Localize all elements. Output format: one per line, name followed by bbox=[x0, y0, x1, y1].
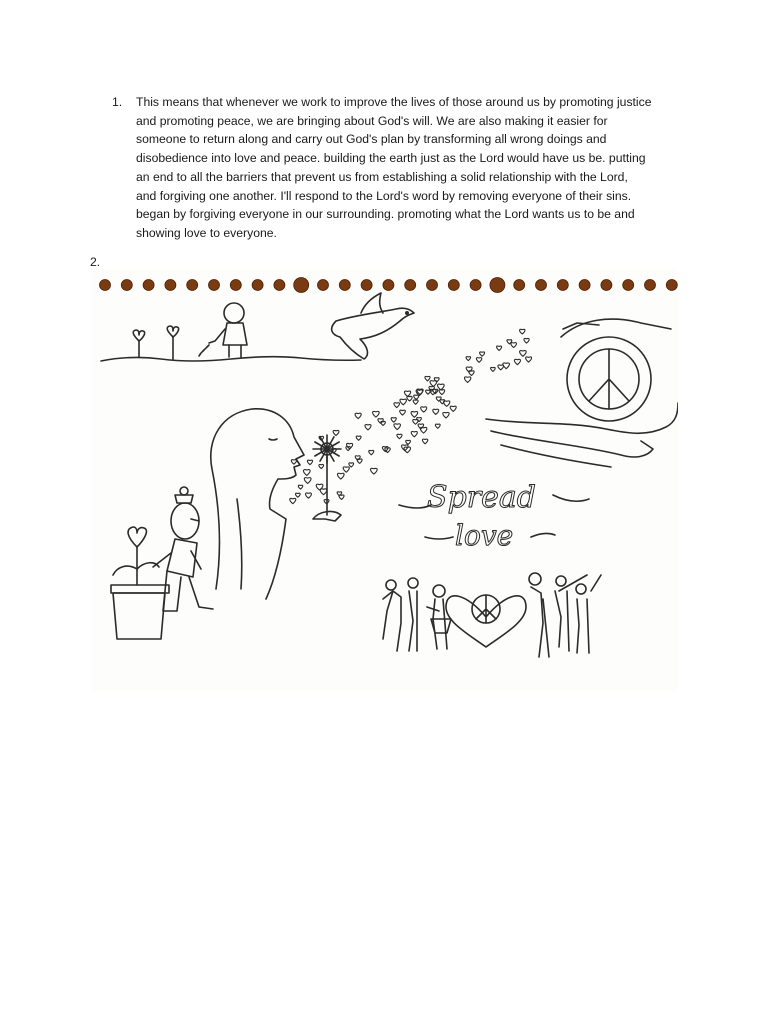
bead bbox=[361, 280, 372, 291]
bead bbox=[339, 280, 350, 291]
paragraph-line: and forgiving one another. I'll respond to the Lord's word by removing everyone of their sins. bbox=[136, 188, 632, 203]
bead bbox=[187, 280, 198, 291]
bead bbox=[294, 278, 309, 293]
lettering-love: love bbox=[455, 519, 514, 552]
bead bbox=[514, 280, 525, 291]
bead bbox=[536, 280, 547, 291]
paragraph-line: began by forgiving everyone in our surrounding. promoting what the Lord wants us to be and bbox=[136, 207, 635, 222]
paragraph-line: disobedience into love and peace. building the earth just as the Lord would have us be. putting bbox=[136, 151, 646, 166]
hand-drawn-illustration bbox=[91, 269, 678, 691]
bead bbox=[230, 280, 241, 291]
bead bbox=[448, 280, 459, 291]
bead bbox=[470, 280, 481, 291]
bead bbox=[579, 280, 590, 291]
bead bbox=[121, 280, 132, 291]
paragraph bbox=[136, 93, 696, 243]
bead bbox=[666, 280, 677, 291]
bead bbox=[405, 280, 416, 291]
paragraph-line: someone to return along and carry out God's plan by transforming all wrong doings and bbox=[136, 132, 607, 147]
list-item-2: 2. bbox=[90, 255, 101, 269]
bead bbox=[165, 280, 176, 291]
bead bbox=[383, 280, 394, 291]
bead bbox=[252, 280, 263, 291]
lettering-spread: Spread bbox=[427, 480, 536, 515]
bead bbox=[209, 280, 220, 291]
paragraph-line: and promoting peace, we are bringing about God's will. We are also making it easier for bbox=[136, 113, 608, 128]
bead bbox=[490, 278, 505, 293]
bead bbox=[427, 280, 438, 291]
bead bbox=[557, 280, 568, 291]
paragraph-line: showing love to everyone. bbox=[136, 225, 277, 240]
bead bbox=[601, 280, 612, 291]
bead bbox=[623, 280, 634, 291]
list-number: 1. bbox=[112, 95, 123, 109]
paragraph-line: an end to all the barriers that prevent us from establishing a solid relationship with the Lord, bbox=[136, 169, 628, 184]
bead bbox=[100, 280, 111, 291]
bead bbox=[274, 280, 285, 291]
bead bbox=[645, 280, 656, 291]
bead bbox=[143, 280, 154, 291]
bead bbox=[318, 280, 329, 291]
paragraph-line: This means that whenever we work to improve the lives of those around us by promoting justice bbox=[136, 95, 652, 109]
